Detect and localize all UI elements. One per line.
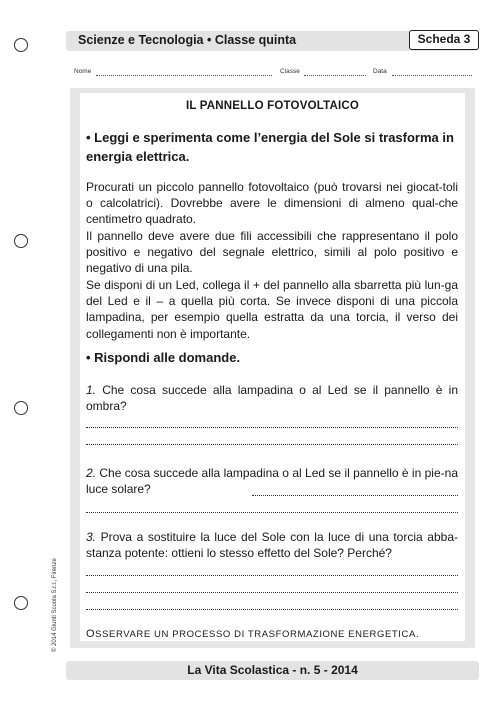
- question-2-text: Che cosa succede alla lampadina o al Led se il pannello è in pie-na luce solare?: [86, 466, 458, 496]
- class-field[interactable]: [304, 69, 366, 76]
- binder-hole: [14, 234, 28, 248]
- worksheet-content: [80, 93, 465, 641]
- paragraph-connect: Se disponi di un Led, collega il + del pannello alla sbarretta più lun-ga del Led e il – a quella più corta. Se invece disponi di una piccola lampadina, per esempio quella estratta da una torcia, il verso dei collegamenti non è importante.: [86, 278, 458, 341]
- answer-line[interactable]: [86, 591, 458, 593]
- answer-line[interactable]: [86, 608, 458, 610]
- footer-bar: La Vita Scolastica - n. 5 - 2014: [66, 661, 479, 680]
- learning-objective: OSSERVARE UN PROCESSO DI TRASFORMAZIONE ENERGETICA.: [86, 628, 420, 640]
- worksheet-frame: [70, 88, 475, 648]
- answer-line[interactable]: [252, 494, 458, 496]
- name-field[interactable]: [96, 69, 272, 76]
- instruction-read: • Leggi e sperimenta come l’energia del Sole si trasforma in energia elettrica.: [86, 130, 454, 164]
- name-label: Nome: [74, 68, 92, 75]
- worksheet-title: IL PANNELLO FOTOVOLTAICO: [185, 100, 360, 112]
- binder-hole: [14, 401, 28, 415]
- answer-line[interactable]: [86, 426, 458, 428]
- sheet-number-tab: Scheda 3: [409, 30, 479, 50]
- question-1-number: 1.: [86, 383, 97, 397]
- paragraph-procure: Procurati un piccolo pannello fotovoltaico (può trovarsi nei giocat-toli o calcolatrici). Dovrebbe avere le dimensioni di almeno qual-che centimetro quadrato.: [86, 180, 458, 227]
- date-label: Data: [373, 68, 387, 75]
- paragraph-panel: Il pannello deve avere due fili accessibili che rappresentano il polo positivo e negativo del segnale elettrico, simili al polo positivo e negativo di una pila.: [86, 229, 458, 276]
- question-3-text: Prova a sostituire la luce del Sole con la luce di una torcia abba-stanza potente: ottieni lo stesso effetto del Sole? Perché?: [86, 530, 458, 560]
- question-1: [86, 382, 458, 414]
- question-3-number: 3.: [86, 530, 97, 544]
- class-label: Classe: [280, 68, 300, 75]
- question-1-text: Che cosa succede alla lampadina o al Led se il pannello è in ombra?: [86, 383, 458, 413]
- answer-line[interactable]: [86, 511, 458, 513]
- question-3: [86, 529, 458, 561]
- answer-line[interactable]: [86, 443, 458, 445]
- binder-hole: [14, 38, 28, 52]
- question-2-number: 2.: [86, 466, 97, 480]
- answer-line[interactable]: [86, 574, 458, 576]
- header-bar: [66, 31, 479, 51]
- binder-hole: [14, 596, 28, 610]
- copyright-notice: © 2014 Giunti Scuola S.r.l., Firenze: [52, 558, 58, 652]
- question-2: [86, 465, 458, 497]
- date-field[interactable]: [392, 69, 472, 76]
- subject-title: Scienze e Tecnologia • Classe quinta: [78, 33, 297, 47]
- instruction-answer: • Rispondi alle domande.: [86, 350, 241, 365]
